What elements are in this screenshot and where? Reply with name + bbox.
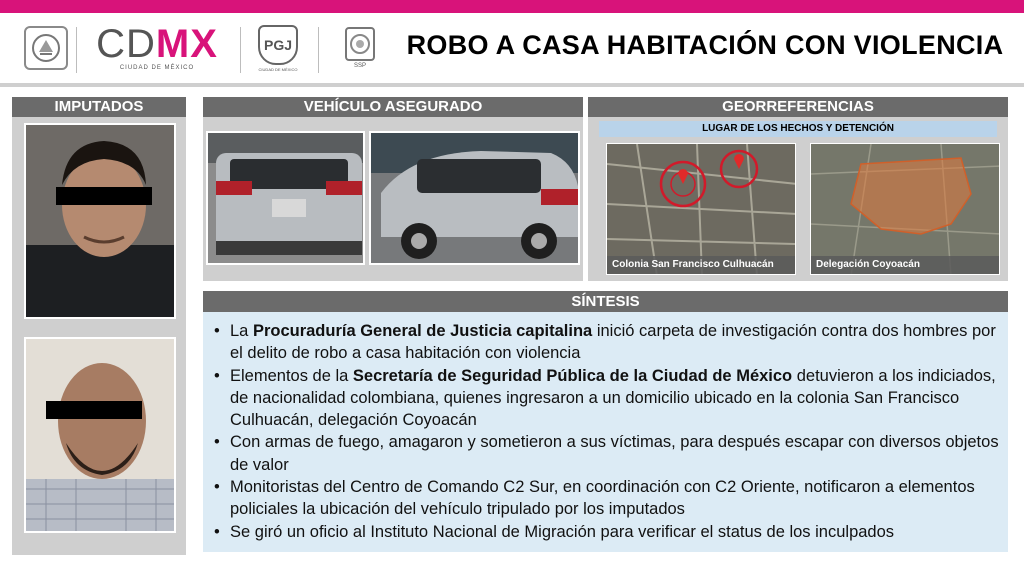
cdmx-seal-logo bbox=[22, 23, 70, 73]
suspect-photo-2 bbox=[24, 337, 176, 533]
imputados-panel bbox=[12, 97, 186, 555]
pgj-subtitle: CIUDAD DE MÉXICO bbox=[258, 66, 298, 72]
bullet-text-pre: Elementos de la bbox=[230, 366, 353, 385]
sintesis-bullet bbox=[212, 431, 1002, 476]
imputados-heading: IMPUTADOS bbox=[12, 97, 186, 117]
sintesis-bullet bbox=[212, 320, 1002, 365]
top-accent-bar bbox=[0, 0, 1024, 13]
suspect-photo-1 bbox=[24, 123, 176, 319]
ssp-label: SSP bbox=[353, 63, 366, 69]
cdmx-logo bbox=[84, 23, 230, 73]
pgj-logo bbox=[255, 23, 301, 73]
bullet-text-post: Se giró un oficio al Instituto Nacional de Migración para verificar el status de los inculpados bbox=[230, 522, 895, 541]
geo-subtitle: LUGAR DE LOS HECHOS Y DETENCIÓN bbox=[599, 121, 997, 137]
bullet-text-post: detuvieron a los indiciados, de nacionalidad colombiana, quienes ingresaron a un domicilio ubicado en la colonia San Francisco Culhuacán, delegación Coyoacán bbox=[230, 366, 996, 430]
logo-divider bbox=[318, 27, 319, 73]
sintesis-list bbox=[212, 320, 1002, 543]
vehiculo-panel bbox=[203, 97, 583, 281]
bullet-text-pre: La bbox=[230, 322, 253, 340]
map-culhuacan bbox=[606, 143, 796, 275]
cdmx-subtitle: CIUDAD DE MÉXICO bbox=[119, 65, 195, 71]
map-label-coyoacan: Delegación Coyoacán bbox=[811, 256, 999, 274]
suv-side-image bbox=[371, 133, 580, 265]
pgj-badge: PGJ bbox=[258, 25, 298, 65]
map-label-culhuacan: Colonia San Francisco Culhuacán bbox=[607, 256, 795, 274]
map-coyoacan bbox=[810, 143, 1000, 275]
geo-heading: GEORREFERENCIAS bbox=[588, 97, 1008, 117]
sintesis-bullet bbox=[212, 521, 1002, 543]
bullet-text-post: Con armas de fuego, amagaron y sometieron a sus víctimas, para después escapar con diversos objetos de valor bbox=[230, 433, 999, 474]
eagle-seal-icon bbox=[30, 32, 62, 64]
suspect-portrait-1 bbox=[26, 125, 176, 319]
cdmx-wordmark: CDMX bbox=[96, 22, 218, 66]
vehicle-photo-side bbox=[369, 131, 580, 265]
sintesis-bullet bbox=[212, 476, 1002, 521]
bullet-text-post: Monitoristas del Centro de Comando C2 Sur, en coordinación con C2 Oriente, notificaron a elementos policiales la ubicación del vehículo tripulado por los imputados bbox=[230, 478, 975, 519]
bullet-text-bold: Procuraduría General de Justicia capitalina bbox=[252, 322, 593, 340]
suspect-portrait-2 bbox=[26, 339, 176, 533]
sintesis-heading: SÍNTESIS bbox=[203, 291, 1008, 312]
page-title: ROBO A CASA HABITACIÓN CON VIOLENCIA bbox=[406, 30, 1004, 60]
bullet-text-bold: Secretaría de Seguridad Pública de la Ciudad de México bbox=[352, 366, 793, 385]
sintesis-header-bar bbox=[203, 291, 1008, 312]
police-shield-icon bbox=[349, 32, 371, 56]
header-divider bbox=[0, 83, 1024, 87]
suv-rear-image bbox=[208, 133, 365, 265]
logo-divider bbox=[76, 27, 77, 73]
vehicle-photo-rear bbox=[206, 131, 365, 265]
ssp-logo bbox=[340, 23, 380, 73]
header bbox=[0, 13, 1024, 83]
sintesis-bullet bbox=[212, 365, 1002, 432]
logo-divider bbox=[240, 27, 241, 73]
vehiculo-heading: VEHÍCULO ASEGURADO bbox=[203, 97, 583, 117]
bullet-text-post: inició carpeta de investigación contra dos hombres por el delito de robo a casa habitación con violencia bbox=[230, 322, 996, 363]
